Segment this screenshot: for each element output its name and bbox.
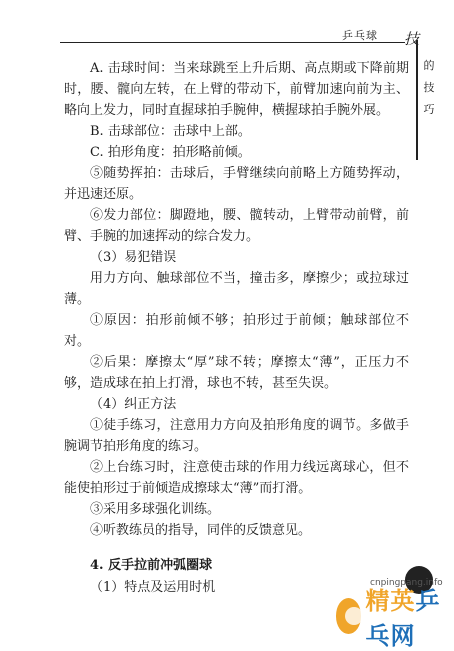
paragraph: ③采用多球强化训练。	[90, 502, 221, 517]
body-text	[64, 58, 409, 599]
paragraph: ⑥发力部位：脚蹬地，腰、髋转动，上臂带动前臂，前臂、手腕的加速挥动的综合发力。	[64, 208, 409, 244]
paragraph-heading: （4）纠正方法	[90, 397, 177, 412]
watermark-logo	[336, 587, 454, 650]
paragraph: C. 拍形角度：拍形略前倾。	[90, 145, 251, 160]
paragraph: ④听教练员的指导，同伴的反馈意见。	[90, 523, 312, 538]
side-char: 的	[423, 59, 435, 72]
side-vertical-text	[422, 55, 436, 121]
paragraph: ②后果：摩擦太“厚”球不转；摩擦太“薄”，正压力不够，造成球在拍上打滑，球也不转，甚至失误。	[64, 355, 409, 391]
ping-pong-ball-icon	[336, 598, 361, 634]
paragraph-heading: （3）易犯错误	[90, 250, 177, 265]
section-title: 4. 反手拉前冲弧圈球	[90, 558, 213, 573]
logo-main: 乒乓网	[365, 587, 441, 650]
section-subtitle: （1）特点及运用时机	[90, 580, 216, 595]
paragraph: ①原因：拍形前倾不够；拍形过于前倾；触球部位不对。	[64, 313, 409, 349]
side-char: 技	[423, 81, 435, 94]
paragraph: 用力方向、触球部位不当，撞击多，摩擦少；或拉球过薄。	[64, 271, 409, 307]
paragraph: ②上台练习时，注意使击球的作用力线远离球心，但不能使拍形过于前倾造成擦球太“薄”而打滑。	[64, 460, 409, 496]
header-title: 乒乓球	[342, 29, 378, 42]
side-char: 巧	[423, 103, 435, 116]
paragraph: B. 击球部位：击球中上部。	[90, 124, 251, 139]
paragraph: ①徒手练习，注意用力方向及拍形角度的调节。多做手腕调节拍形角度的练习。	[64, 418, 409, 454]
logo-accent: 精英	[365, 587, 416, 615]
watermark-logo-text	[365, 581, 454, 651]
paragraph: A. 击球时间：当来球跳至上升后期、高点期或下降前期时，腰、髋向左转，在上臂的带动下，前臂加速向前为主、略向上发力，同时直握球拍手腕伸，横握球拍手腕外展。	[64, 61, 409, 118]
watermark-url: cnpingpang.info	[370, 578, 443, 588]
header-deco-char: 技	[404, 30, 420, 48]
paragraph: ⑤随势挥拍：击球后，手臂继续向前略上方随势挥动，并迅速还原。	[64, 166, 409, 202]
